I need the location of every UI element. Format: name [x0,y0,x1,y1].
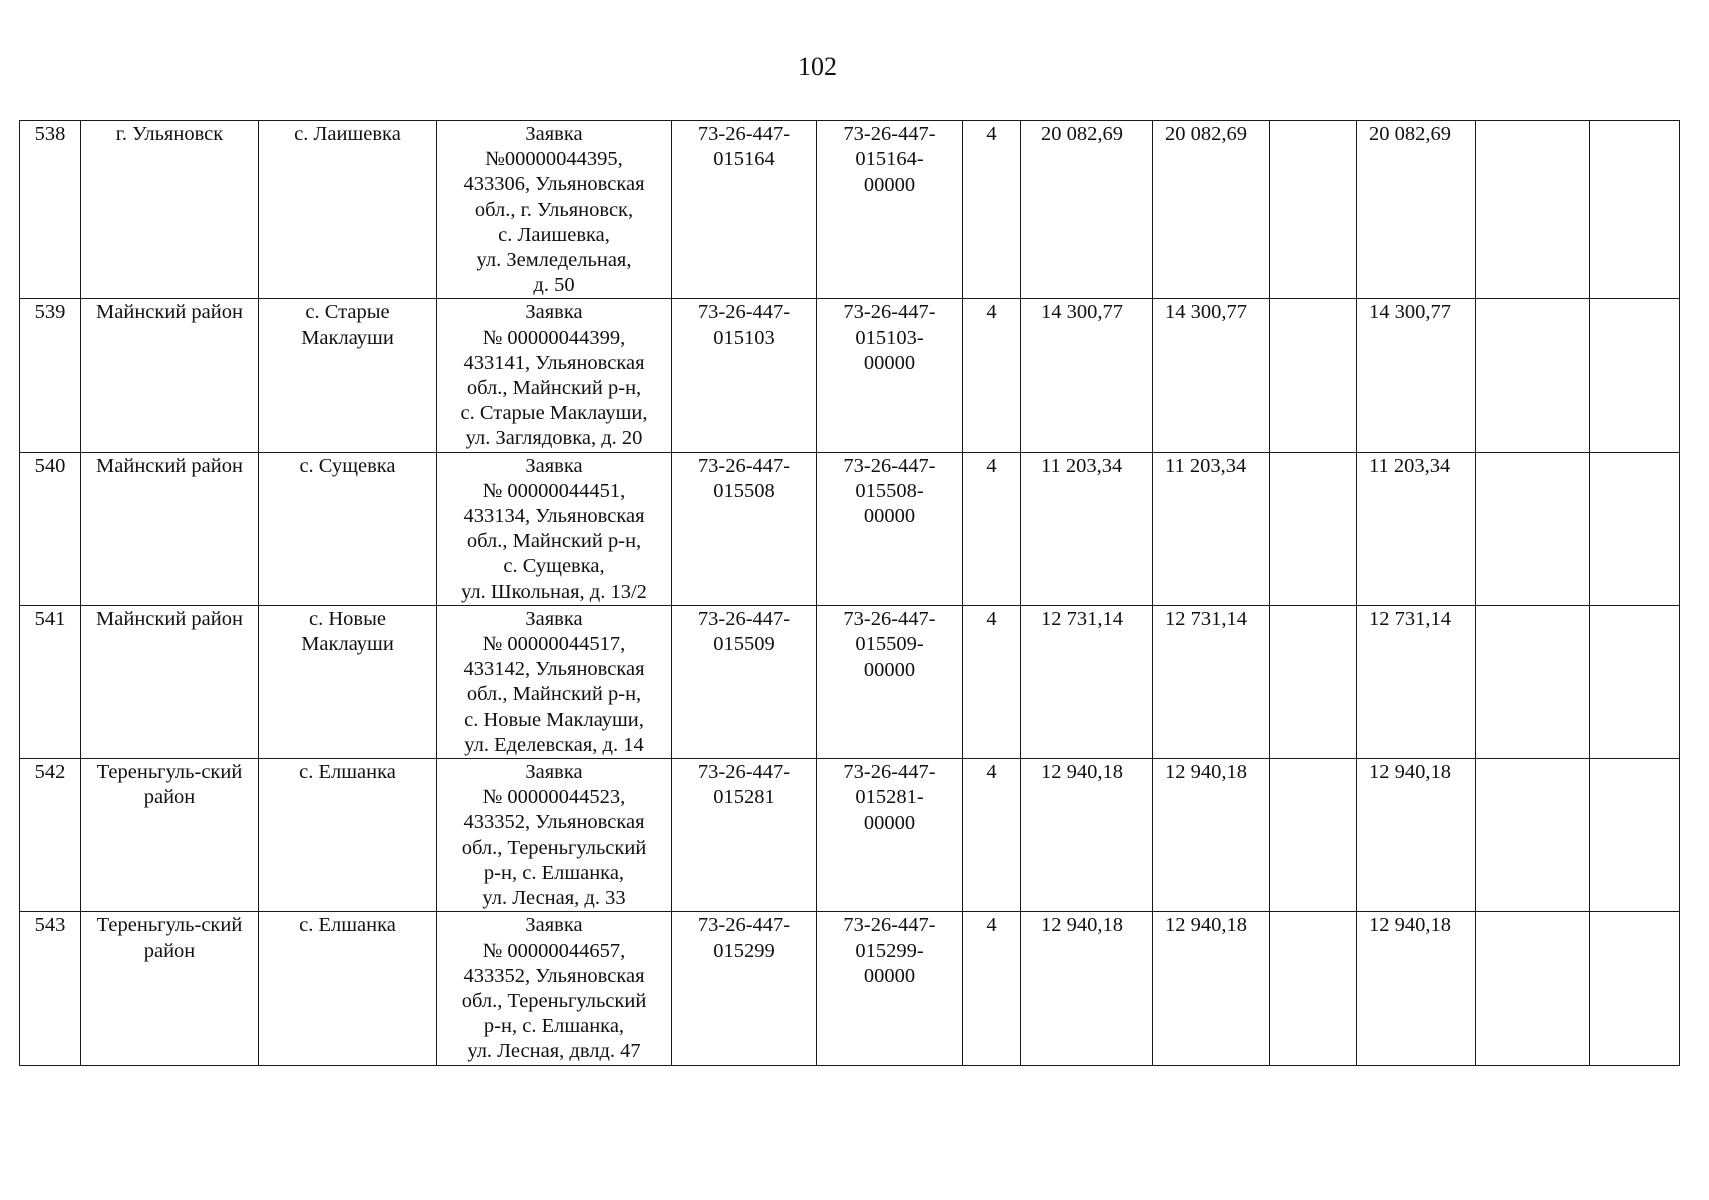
application-cell-line: ул. Земледельная, [476,249,632,272]
cadastral-quarter-cell-line: 015509 [713,633,775,656]
cadastral-number-cell [817,759,963,912]
application-cell-line: обл., Тереньгульский [461,989,647,1012]
empty-cell [1590,452,1680,605]
empty-cell [1476,299,1590,452]
amount-1-cell: 20 082,69 [1021,121,1153,299]
cadastral-quarter-cell [672,605,817,758]
district-cell: г. Ульяновск [81,121,259,299]
cadastral-number-cell-line: 015509- [855,633,924,656]
row-number: 542 [20,759,81,912]
amount-1-cell: 11 203,34 [1021,452,1153,605]
empty-cell [1476,452,1590,605]
count-cell: 4 [963,121,1021,299]
row-number: 539 [20,299,81,452]
application-cell-line: р-н, с. Елшанка, [483,861,625,884]
cadastral-quarter-cell-line: 73-26-447- [697,301,791,324]
cadastral-quarter-cell-line: 015299 [713,939,775,962]
empty-cell [1590,299,1680,452]
amount-1-cell: 12 731,14 [1021,605,1153,758]
application-cell-line: № 00000044523, [482,786,626,809]
cadastral-number-cell-line: 00000 [863,965,916,988]
application-cell-line: Заявка [525,454,583,477]
table-row [20,452,1680,605]
count-cell: 4 [963,605,1021,758]
cadastral-number-cell-line: 015281- [855,786,924,809]
application-cell-line: 433141, Ульяновская [463,351,645,374]
amount-4-cell: 14 300,77 [1357,299,1476,452]
amount-1-cell: 12 940,18 [1021,759,1153,912]
empty-cell [1590,912,1680,1065]
application-cell-line: с. Лаишевка, [498,223,610,246]
amount-1-cell: 14 300,77 [1021,299,1153,452]
application-cell-line: ул. Лесная, д. 33 [482,887,626,910]
amount-3-cell [1270,759,1357,912]
amount-2-cell: 20 082,69 [1153,121,1270,299]
cadastral-number-cell-line: 00000 [863,352,916,375]
cadastral-number-cell-line: 73-26-447- [843,761,936,784]
row-number: 543 [20,912,81,1065]
cadastral-quarter-cell-line: 73-26-447- [697,914,791,937]
cadastral-number-cell-line: 00000 [863,658,916,681]
application-cell-line: ул. Школьная, д. 13/2 [461,580,647,603]
empty-cell [1476,605,1590,758]
row-number: 540 [20,452,81,605]
application-cell-line: р-н, с. Елшанка, [483,1015,625,1038]
empty-cell [1590,121,1680,299]
amount-2-cell: 11 203,34 [1153,452,1270,605]
registry-table [19,120,1680,1066]
application-cell-line: Заявка [525,123,583,145]
application-cell [437,759,672,912]
amount-3-cell [1270,299,1357,452]
table-row [20,299,1680,452]
application-cell-line: 433352, Ульяновская [463,964,645,987]
amount-2-cell: 12 731,14 [1153,605,1270,758]
cadastral-quarter-cell-line: 015508 [713,480,775,503]
cadastral-number-cell [817,121,963,299]
cadastral-quarter-cell-line: 73-26-447- [697,761,791,784]
amount-4-cell: 12 940,18 [1357,912,1476,1065]
cadastral-number-cell-line: 73-26-447- [843,914,936,937]
cadastral-quarter-cell-line: 73-26-447- [697,123,791,145]
application-cell-line: с. Сущевка, [503,555,605,578]
cadastral-number-cell [817,605,963,758]
registry-body [20,121,1680,1066]
settlement-cell: с. Елшанка [259,912,437,1065]
application-cell-line: № 00000044399, [482,326,626,349]
application-cell-line: 433352, Ульяновская [463,811,645,834]
amount-4-cell: 12 731,14 [1357,605,1476,758]
cadastral-number-cell-line: 00000 [863,811,916,834]
cadastral-number-cell-line: 00000 [863,173,916,196]
amount-2-cell: 12 940,18 [1153,759,1270,912]
application-cell [437,605,672,758]
district-cell: Тереньгуль-ский район [81,759,259,912]
cadastral-quarter-cell-line: 015103 [713,326,775,349]
application-cell [437,121,672,299]
count-cell: 4 [963,299,1021,452]
application-cell-line: №00000044395, [485,148,623,171]
amount-2-cell: 14 300,77 [1153,299,1270,452]
amount-3-cell [1270,121,1357,299]
cadastral-quarter-cell [672,121,817,299]
cadastral-quarter-cell [672,912,817,1065]
amount-3-cell [1270,605,1357,758]
application-cell-line: ул. Заглядовка, д. 20 [465,427,643,450]
application-cell-line: Заявка [525,761,583,784]
application-cell-line: 433142, Ульяновская [463,658,645,681]
application-cell [437,299,672,452]
district-cell: Майнский район [81,299,259,452]
district-cell: Майнский район [81,452,259,605]
count-cell: 4 [963,912,1021,1065]
settlement-cell: с. Лаишевка [259,121,437,299]
application-cell [437,452,672,605]
application-cell-line: ул. Лесная, двлд. 47 [467,1040,641,1063]
application-cell-line: обл., Майнский р-н, [466,377,642,400]
cadastral-quarter-cell [672,759,817,912]
application-cell-line: Заявка [525,301,583,324]
settlement-cell: с. Новые Маклауши [259,605,437,758]
cadastral-number-cell [817,452,963,605]
application-cell-line: д. 50 [533,274,575,297]
count-cell: 4 [963,759,1021,912]
page-number: 102 [798,52,837,81]
row-number: 541 [20,605,81,758]
cadastral-number-cell [817,299,963,452]
amount-3-cell [1270,912,1357,1065]
cadastral-quarter-cell-line: 015164 [713,148,775,171]
cadastral-number-cell-line: 015508- [855,480,924,503]
empty-cell [1476,912,1590,1065]
cadastral-number-cell [817,912,963,1065]
cadastral-quarter-cell-line: 73-26-447- [697,607,791,630]
settlement-cell: с. Старые Маклауши [259,299,437,452]
cadastral-number-cell-line: 73-26-447- [843,607,936,630]
application-cell-line: с. Новые Маклауши, [464,708,644,731]
empty-cell [1590,759,1680,912]
table-row [20,121,1680,299]
application-cell-line: 433134, Ульяновская [463,505,645,528]
application-cell-line: обл., Тереньгульский [461,836,647,859]
application-cell-line: ул. Еделевская, д. 14 [464,733,644,756]
count-cell: 4 [963,452,1021,605]
amount-1-cell: 12 940,18 [1021,912,1153,1065]
application-cell-line: № 00000044517, [482,633,626,656]
cadastral-quarter-cell [672,299,817,452]
application-cell-line: обл., г. Ульяновск, [474,198,634,221]
cadastral-number-cell-line: 015299- [855,939,924,962]
application-cell [437,912,672,1065]
empty-cell [1590,605,1680,758]
amount-4-cell: 11 203,34 [1357,452,1476,605]
amount-4-cell: 20 082,69 [1357,121,1476,299]
application-cell-line: обл., Майнский р-н, [466,683,642,706]
cadastral-quarter-cell-line: 015281 [713,786,775,809]
cadastral-number-cell-line: 015103- [855,326,924,349]
application-cell-line: № 00000044451, [482,479,626,502]
cadastral-quarter-cell [672,452,817,605]
application-cell-line: Заявка [525,914,583,937]
settlement-cell: с. Елшанка [259,759,437,912]
table-row [20,605,1680,758]
table-row [20,759,1680,912]
application-cell-line: Заявка [525,607,583,630]
cadastral-number-cell-line: 00000 [863,505,916,528]
application-cell-line: № 00000044657, [482,939,626,962]
amount-3-cell [1270,452,1357,605]
cadastral-number-cell-line: 73-26-447- [843,454,936,477]
amount-2-cell: 12 940,18 [1153,912,1270,1065]
table-row [20,912,1680,1065]
cadastral-number-cell-line: 015164- [855,148,924,171]
cadastral-number-cell-line: 73-26-447- [843,301,936,324]
amount-4-cell: 12 940,18 [1357,759,1476,912]
empty-cell [1476,759,1590,912]
empty-cell [1476,121,1590,299]
application-cell-line: обл., Майнский р-н, [466,530,642,553]
settlement-cell: с. Сущевка [259,452,437,605]
district-cell: Майнский район [81,605,259,758]
application-cell-line: с. Старые Маклауши, [460,402,648,425]
cadastral-number-cell-line: 73-26-447- [843,123,936,145]
row-number: 538 [20,121,81,299]
district-cell: Тереньгуль-ский район [81,912,259,1065]
cadastral-quarter-cell-line: 73-26-447- [697,454,791,477]
application-cell-line: 433306, Ульяновская [463,173,645,196]
